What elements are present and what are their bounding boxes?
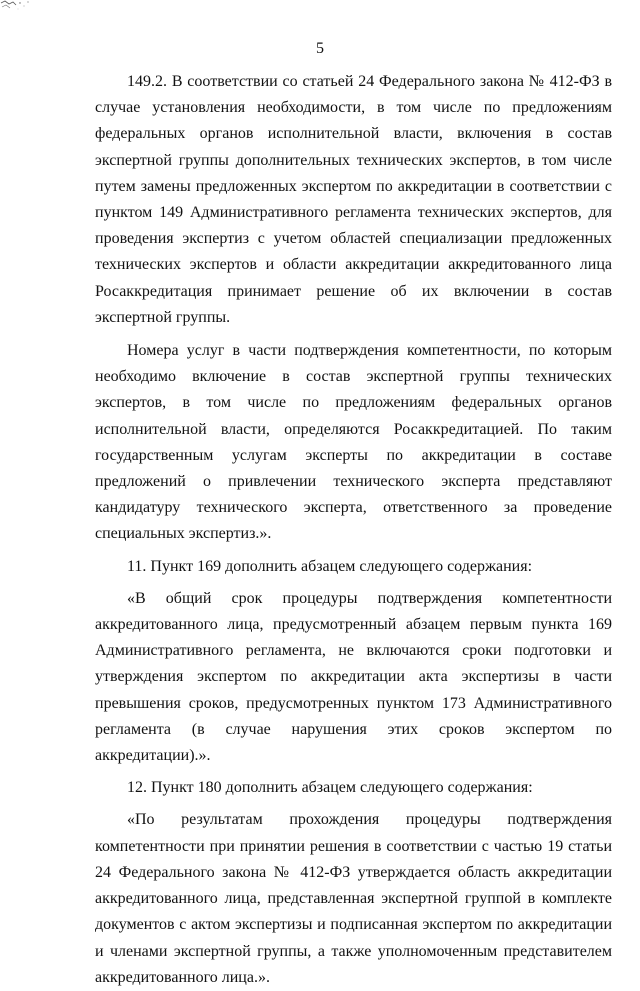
paragraph-item-12-heading: 12. Пункт 180 дополнить абзацем следующего содержания: <box>127 779 533 797</box>
document-body <box>95 69 612 991</box>
paragraph-item-11-quote: «В общий срок процедуры подтверждения компетентности аккредитованного лица, предусмотренный абзацем первым пункта 169 Административного регламента, не включаются сроки подготовки и утверждения экспертом по аккредитации акта экспертизы в части превышения сроков, предусмотренных пунктом 173 Административного регламента (в случае нарушения этих сроков экспертом по аккредитации).». <box>95 589 612 765</box>
paragraph-item-11-heading: 11. Пункт 169 дополнить абзацем следующего содержания: <box>127 557 533 575</box>
paragraph-item-12-quote: «По результатам прохождения процедуры подтверждения компетентности при принятии решения в соответствии с частью 19 статьи 24 Федерального закона № 412-ФЗ утверждается область аккредитации аккредитованного лица, представленная экспертной группой в комплекте документов с актом экспертизы и подписанная экспертом по аккредитации и членами экспертной группы, а также уполномоченным представителем аккредитованного лица.». <box>95 811 612 986</box>
paragraph-149-2: 149.2. В соответствии со статьей 24 Федерального закона № 412-ФЗ в случае установления необходимости, в том числе по предложениям федеральных органов исполнительной власти, включения в состав экспертной группы дополнительных технических экспертов, в том числе путем замены предложенных экспертом по аккредитации в соответствии с пунктом 149 Административного регламента технических экспертов, для проведения экспертиз с учетом областей специализации предложенных технических экспертов и области аккредитации аккредитованного лица Росаккредитация принимает решение об их включении в состав экспертной группы. <box>95 73 612 326</box>
scan-speckle-mark <box>0 0 34 14</box>
page-number: 5 <box>316 40 324 57</box>
paragraph-service-numbers: Номера услуг в части подтверждения компетентности, по которым необходимо включение в состав экспертной группы технических экспертов, в том числе по предложениям федеральных органов исполнительной власти, определяются Росаккредитацией. По таким государственным услугам эксперты по аккредитации в составе предложений о привлечении технического эксперта представляют кандидатуру технического эксперта, ответственного за проведение специальных экспертиз.». <box>95 342 612 543</box>
